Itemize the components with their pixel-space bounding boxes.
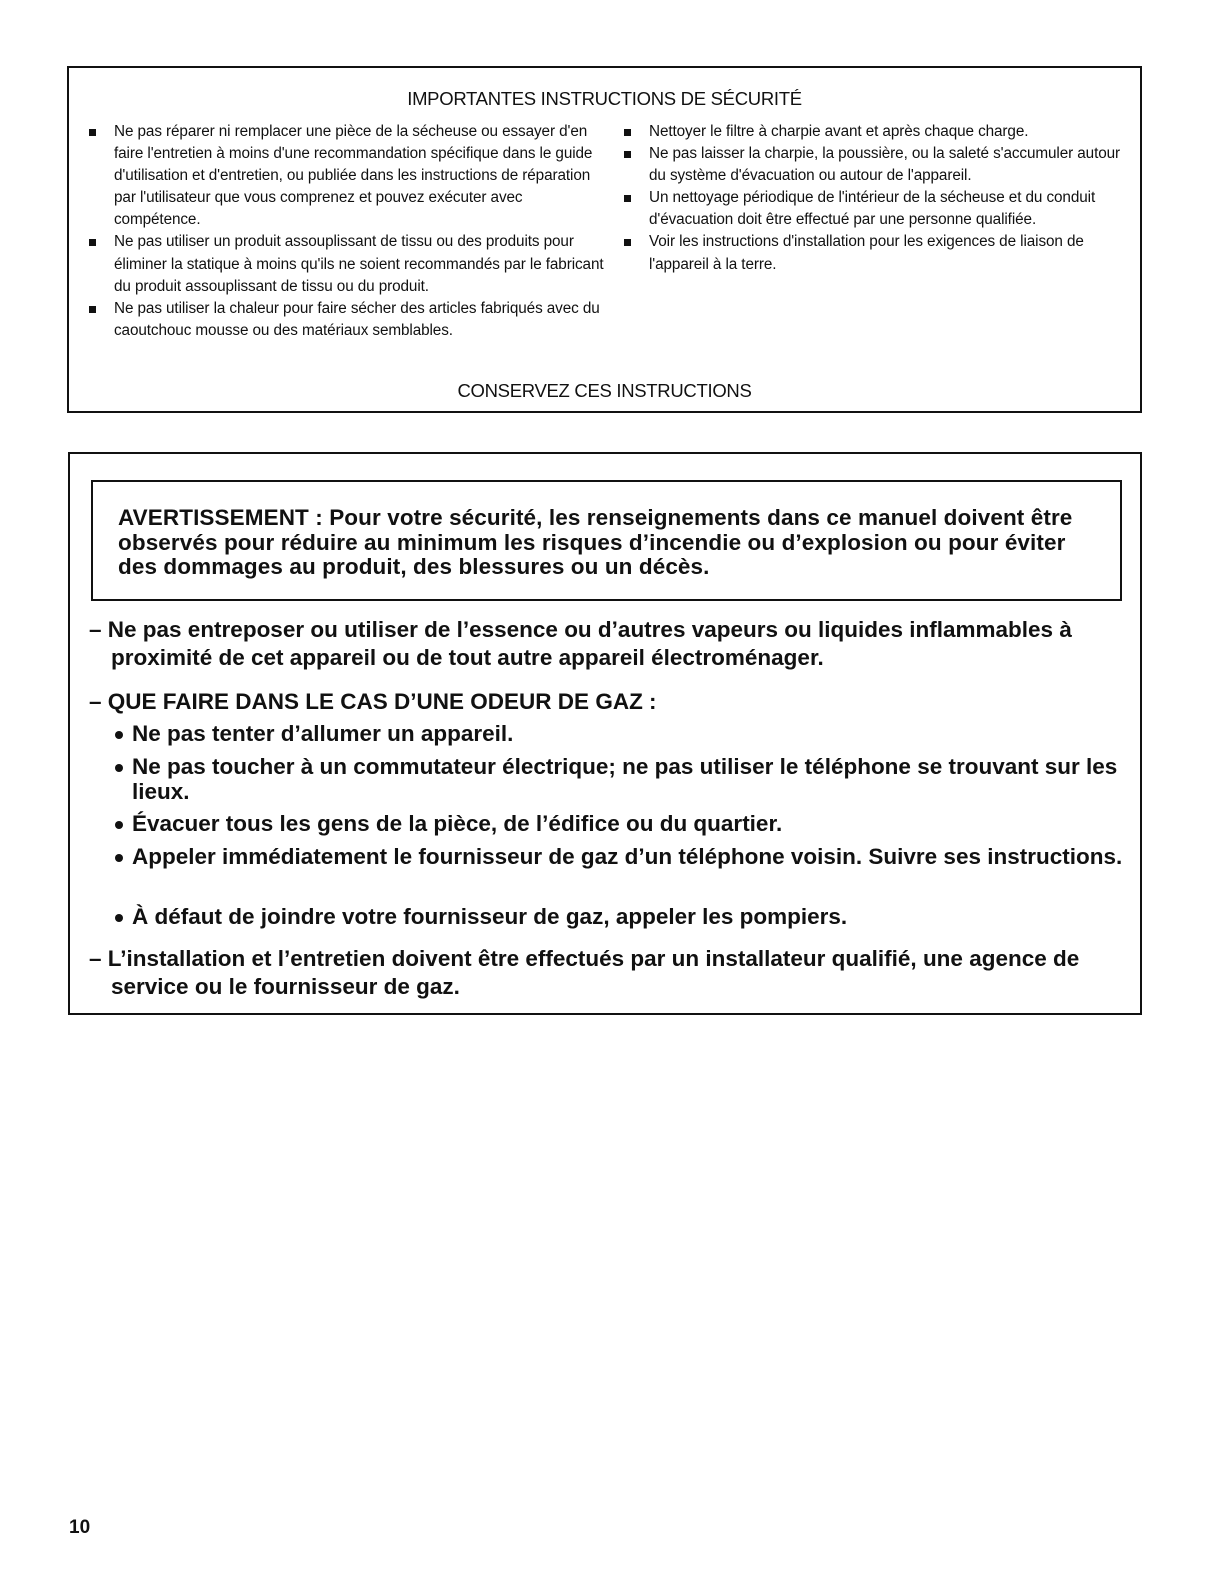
list-item: Nettoyer le filtre à charpie avant et après chaque charge. [624,121,1124,143]
round-bullet-icon [115,764,123,772]
list-item: Ne pas utiliser la chaleur pour faire sécher des articles fabriqués avec du caoutchouc mousse ou des matériaux semblables. [89,298,609,342]
page-number: 10 [69,1517,91,1538]
square-bullet-icon [624,151,631,158]
list-item: Ne pas laisser la charpie, la poussière, ou la saleté s'accumuler autour du système d'évacuation ou autour de l'appareil. [624,143,1124,187]
safety-list-left [89,121,609,342]
safety-instructions-box [67,66,1142,413]
square-bullet-icon [624,129,631,136]
gas-odor-heading: – QUE FAIRE DANS LE CAS D’UNE ODEUR DE GAZ : [89,689,657,714]
square-bullet-icon [89,306,96,313]
round-bullet-icon [115,854,123,862]
storage-warning: – Ne pas entreposer ou utiliser de l’essence ou d’autres vapeurs ou liquides inflammables à proximité de cet appareil ou de tout autre appareil électroménager. [89,617,1072,670]
list-item: Ne pas réparer ni remplacer une pièce de la sécheuse ou essayer d'en faire l'entretien à moins d'une recommandation spécifique dans le guide d'utilisation et d'entretien, ou publiée dans les instructions de réparation par l'utilisateur que vous comprenez et pouvez exécuter avec compétence. [89,121,609,231]
square-bullet-icon [624,239,631,246]
list-item: Un nettoyage périodique de l'intérieur de la sécheuse et du conduit d'évacuation doit être effectué par une personne qualifiée. [624,187,1124,231]
list-item: Voir les instructions d'installation pour les exigences de liaison de l'appareil à la terre. [624,231,1124,275]
round-bullet-icon [115,731,123,739]
safety-title: IMPORTANTES INSTRUCTIONS DE SÉCURITÉ [407,88,802,109]
installation-note: – L’installation et l’entretien doivent être effectués par un installateur qualifié, une agence de service ou le fournisseur de gaz. [89,946,1080,999]
gas-step: À défaut de joindre votre fournisseur de gaz, appeler les pompiers. [112,904,1130,929]
round-bullet-icon [115,914,123,922]
gas-step: Ne pas toucher à un commutateur électrique; ne pas utiliser le téléphone se trouvant sur les lieux. [112,754,1130,804]
square-bullet-icon [89,239,96,246]
warning-statement: AVERTISSEMENT : Pour votre sécurité, les renseignements dans ce manuel doivent être observés pour réduire au minimum les risques d’incendie ou d’explosion ou pour éviter des dommages au produit, des blessures ou un décès. [91,480,1122,601]
gas-step: Évacuer tous les gens de la pièce, de l’édifice ou du quartier. [112,811,1130,836]
gas-step: Appeler immédiatement le fournisseur de gaz d’un téléphone voisin. Suivre ses instructions. [112,844,1130,869]
safety-footer: CONSERVEZ CES INSTRUCTIONS [457,380,752,401]
round-bullet-icon [115,821,123,829]
gas-warning-box [68,452,1142,1015]
gas-step: Ne pas tenter d’allumer un appareil. [112,721,1130,746]
list-item: Ne pas utiliser un produit assouplissant de tissu ou des produits pour éliminer la statique à moins qu'ils ne soient recommandés par le fabricant du produit assouplissant de tissu ou du produit. [89,231,609,297]
square-bullet-icon [624,195,631,202]
safety-list-right [624,121,1124,276]
square-bullet-icon [89,129,96,136]
